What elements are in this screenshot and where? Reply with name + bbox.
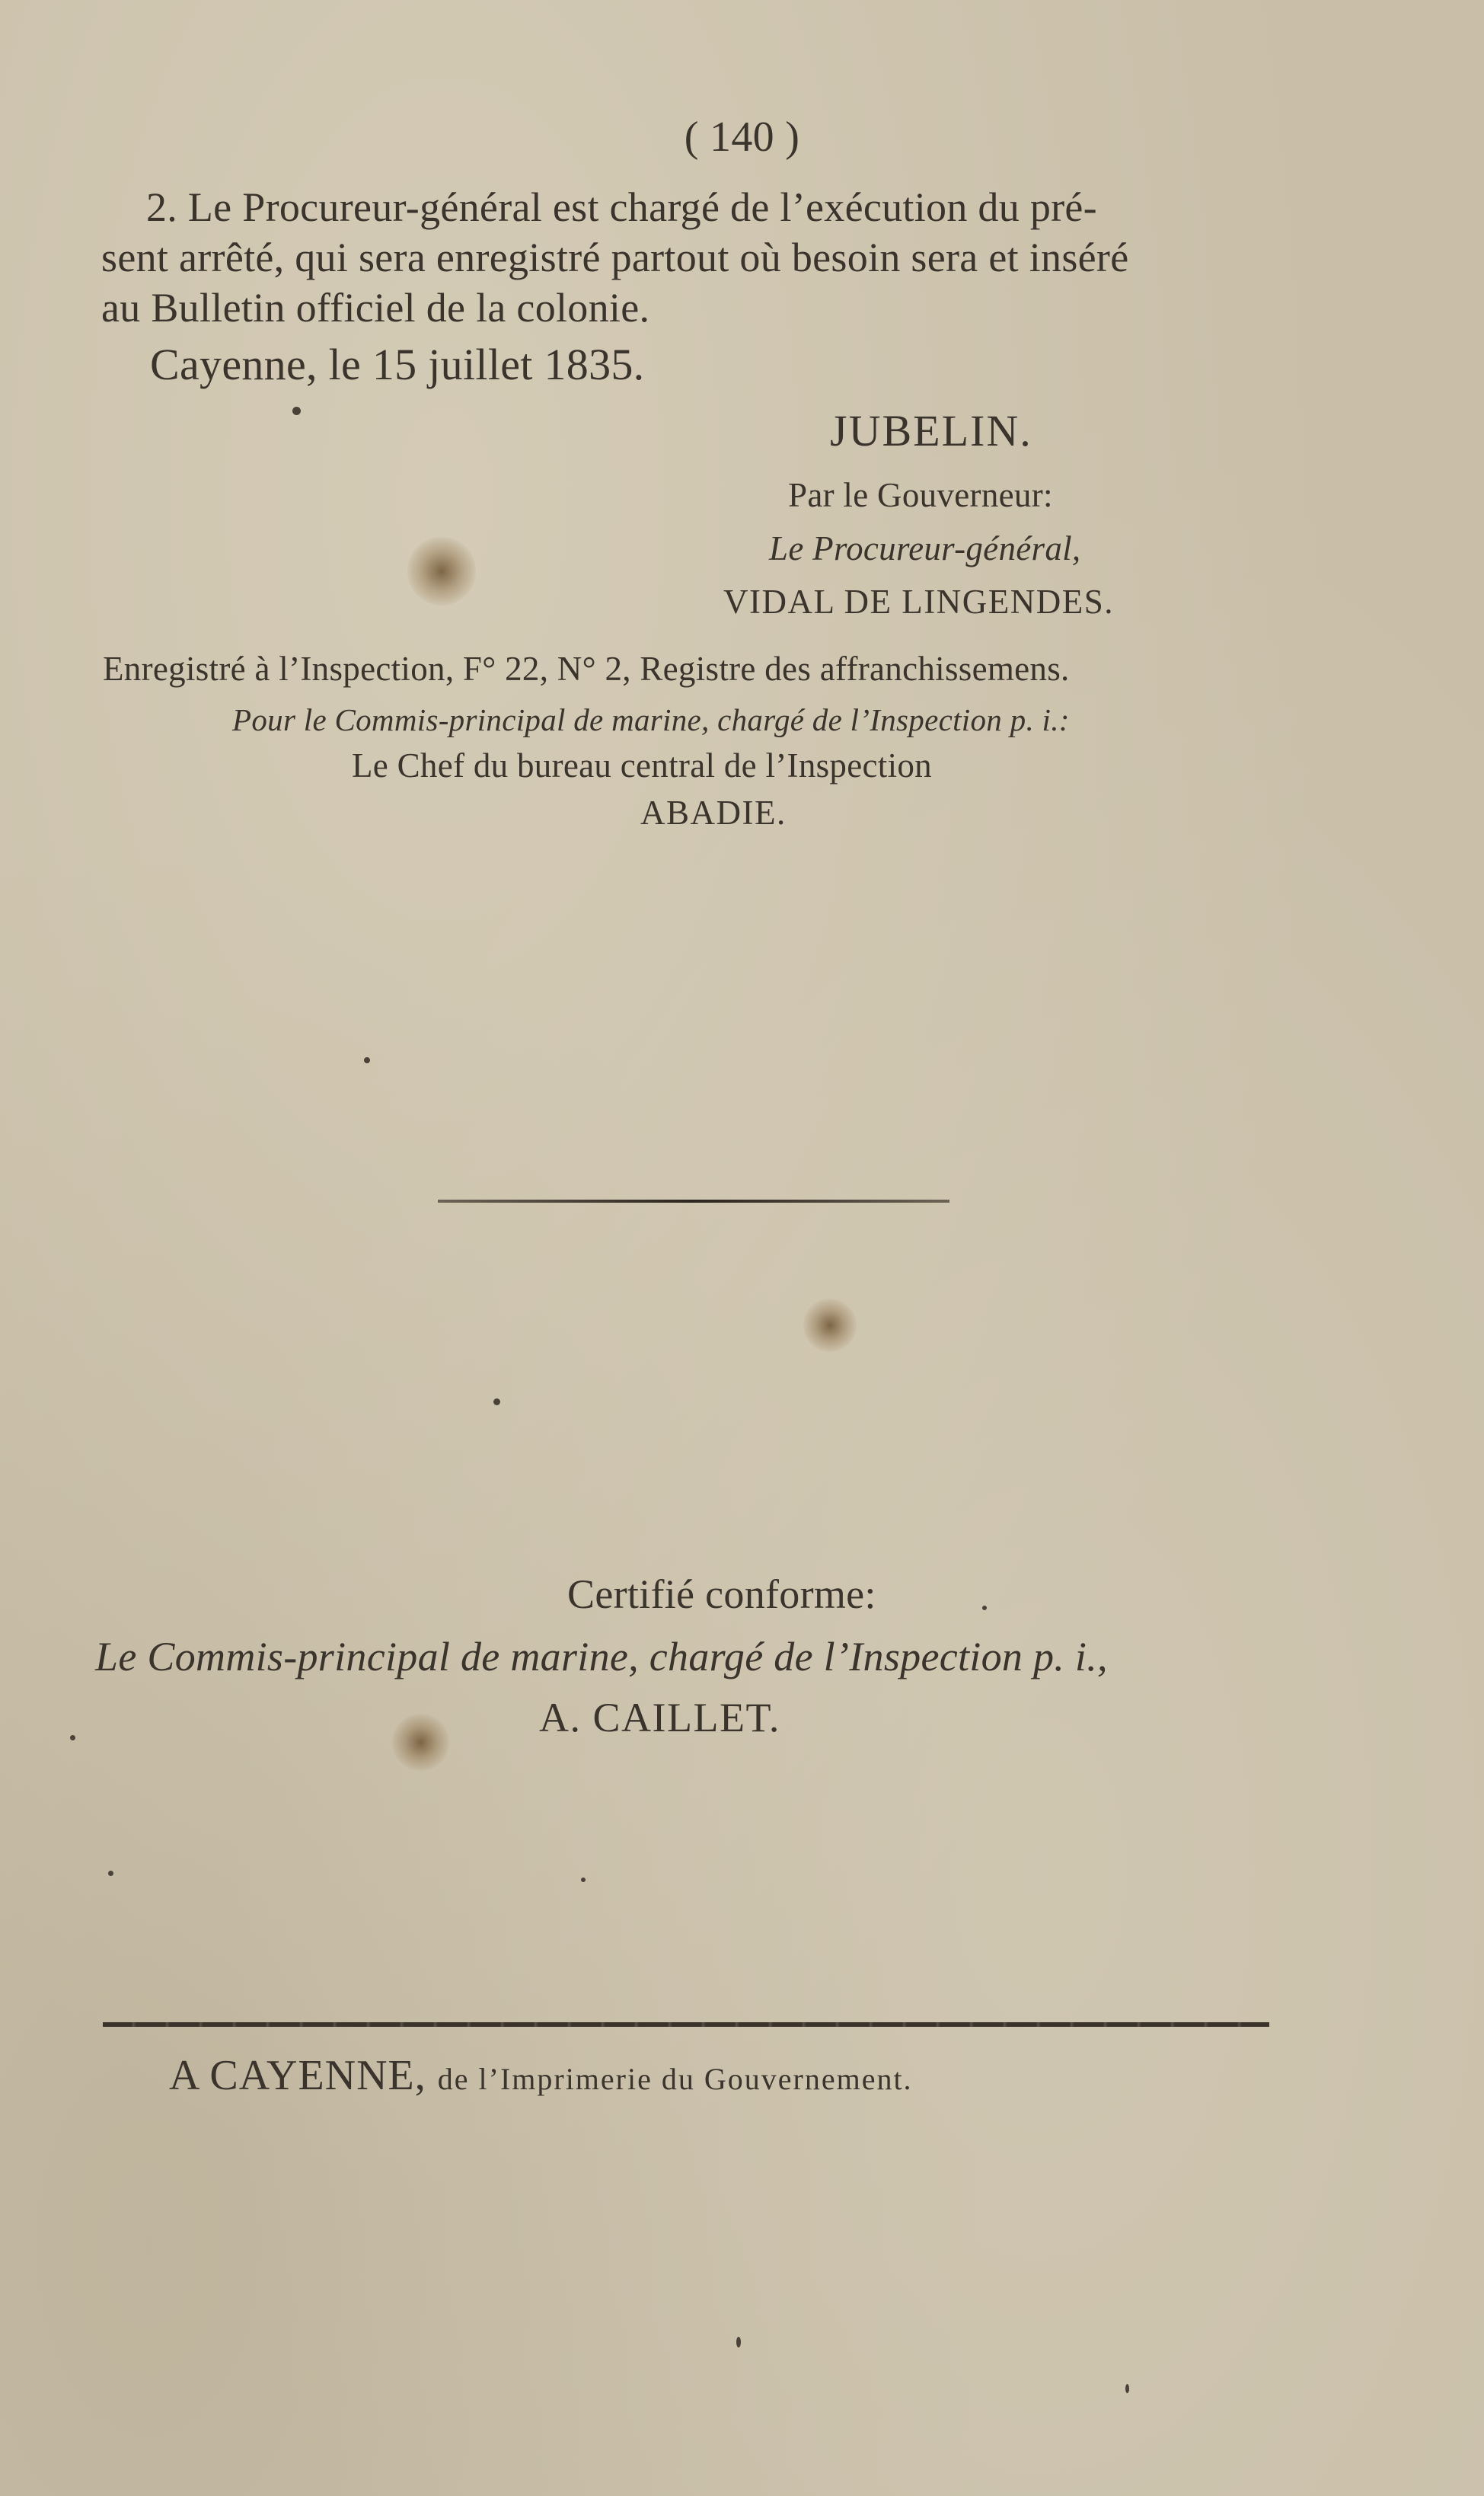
divider-rule <box>438 1200 949 1203</box>
par-le-gouverneur: Par le Gouverneur: <box>788 476 1053 514</box>
place-date: Cayenne, le 15 juillet 1835. <box>150 340 645 389</box>
printer-imprint <box>169 2053 913 2102</box>
speck-mark <box>736 2337 741 2347</box>
speck-mark <box>1125 2384 1129 2393</box>
imprint-rule <box>103 2022 1269 2027</box>
speck-mark <box>493 1398 500 1405</box>
speck-mark <box>108 1871 113 1876</box>
procureur-title: Le Procureur-général, <box>769 529 1081 567</box>
stain-mark <box>392 1714 449 1771</box>
imprint-main: A CAYENNE, <box>169 2052 426 2099</box>
chef-signature: ABADIE. <box>640 794 787 832</box>
speck-mark <box>364 1057 370 1063</box>
page-number: ( 140 ) <box>684 113 800 161</box>
speck-mark <box>581 1878 586 1882</box>
speck-mark <box>70 1735 75 1740</box>
procureur-signature: VIDAL DE LINGENDES. <box>723 583 1114 621</box>
registration-note: Enregistré à l’Inspection, F° 22, N° 2, Registre des affranchissemens. <box>103 650 1070 688</box>
chef-title: Le Chef du bureau central de l’Inspection <box>352 746 932 785</box>
governor-signature: JUBELIN. <box>830 406 1032 455</box>
article-2-line-1: 2. Le Procureur-général est chargé de l’exécution du pré- <box>146 184 1097 230</box>
stain-mark <box>803 1299 857 1352</box>
caillet-signature: A. CAILLET. <box>539 1695 780 1740</box>
commis-for-line: Pour le Commis-principal de marine, chargé de l’Inspection p. i.: <box>232 702 1070 737</box>
article-2-line-2: sent arrêté, qui sera enregistré partout où besoin sera et inséré <box>101 235 1129 280</box>
commis-principal-line: Le Commis-principal de marine, chargé de l’Inspection p. i., <box>95 1634 1108 1679</box>
stain-mark <box>407 537 476 606</box>
certifie-conforme: Certifié conforme: <box>567 1571 876 1617</box>
speck-mark <box>292 407 301 415</box>
imprint-printer: de l’Imprimerie du Gouvernement. <box>437 2062 913 2096</box>
speck-mark <box>982 1606 987 1610</box>
article-2-line-3: au Bulletin officiel de la colonie. <box>101 285 650 331</box>
